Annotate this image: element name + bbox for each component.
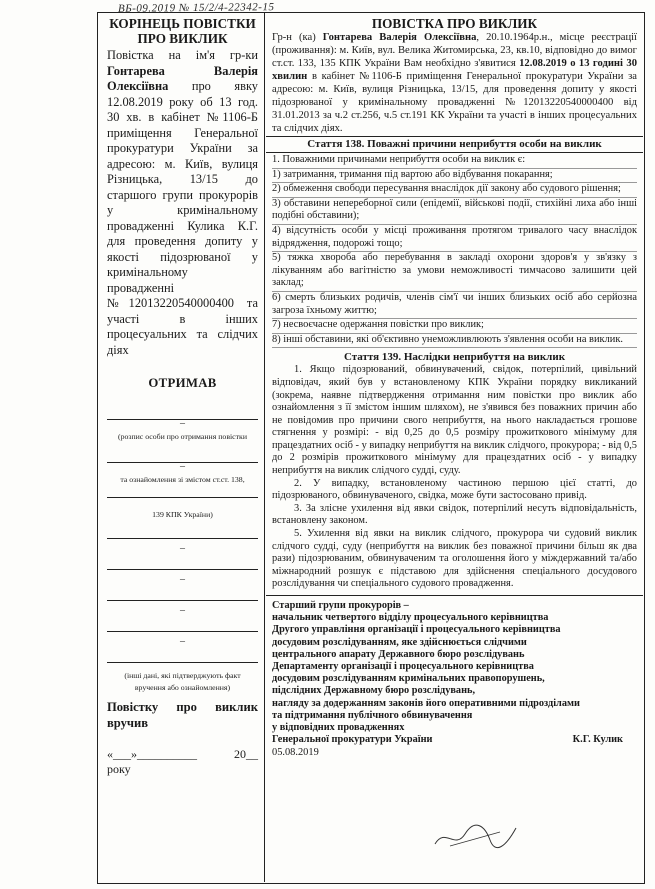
intro-text-b: в кабінет №1106-Б приміщення Генеральної прокуратури України за адресою: м. Київ, вулиця Різницька, 13/15, для проведення допиту у якості підозрюваної у кримінальному провадженні №12013220540000400 від 31.01.2013 за ч.2 ст.256, ч.5 ст.191 КК України та участі в інших процесуальних та слідчих діях. — [272, 71, 637, 134]
handwritten-registration-note: ВБ-09.2019 № 15/2/4-22342-15 — [117, 1, 275, 15]
article-138-item: 1) затримання, тримання під вартою або відбування покарання; — [272, 169, 637, 184]
signer-last-line: Генеральної прокуратури України — [272, 734, 433, 746]
dash-mark: – — [180, 461, 185, 472]
summons-stub — [97, 12, 265, 882]
summons-intro — [272, 31, 637, 135]
article-139-text — [272, 364, 637, 591]
signer-line: у відповідних провадженнях — [272, 722, 405, 734]
signer-line: начальник четвертого відділу процесуального керівництва — [272, 612, 549, 624]
article-138-item: 6) смерть близьких родичів, членів сім'ї чи інших близьких осіб або серйозна загроза їхньому життю; — [272, 292, 637, 319]
signature-line — [107, 584, 258, 601]
article-138-item: 7) несвоєчасне одержання повістки про виклик; — [272, 319, 637, 334]
intro-person-name: Гонтарева Валерія Олексіївна — [322, 32, 477, 43]
document-date: 05.08.2019 — [272, 747, 319, 759]
signer-block — [266, 595, 643, 734]
article-138-item: 2) обмеження свободи пересування внаслідок дії закону або судового рішення; — [272, 183, 637, 198]
signer-line: центрального апарату Державного бюро розслідувань — [272, 648, 525, 660]
intro-appointment-time: 12.08.2019 о 13 годині 30 хвилин — [272, 58, 637, 82]
signer-line: Старший групи прокурорів – — [272, 600, 409, 611]
received-heading: ОТРИМАВ — [148, 376, 217, 390]
date-blank: «___»__________ — [107, 747, 197, 761]
date-year: 20__ — [234, 747, 258, 761]
article-139-paragraph: 1. Якщо підозрюваний, обвинувачений, свідок, потерпілий, цивільний відповідач, який був у встановленому КПК України порядку викликаний (зокрема, наявне підтвердження отримання ним повістки про виклик або ознайомлення з її змістом іншим шляхом), не з'явився без поважних причин або не повідомив про причини свого неприбуття, на нього накладається грошове стягнення у розмірі: - від 0,25 до 0,5 розміру прожиткового мінімуму для працездатних осіб - у випадку неприбуття на виклик слідчого, прокурора; - від 0,5 до 2 розмірів прожиткового мінімуму для працездатних осіб - у випадку неприбуття на виклик слідчого судді, суду. — [272, 364, 637, 477]
article-139-paragraph: 5. Ухилення від явки на виклик слідчого, прокурора чи судовий виклик слідчого судді, суду (неприбуття на виклик без поважної причини більш як два рази) підозрюваним, обвинуваченим та оголошення його у міждержавний та/або міжнародний розшук є підставою для здійснення спеціального досудового розслідування чи спеціального судового провадження. — [272, 528, 637, 590]
dash-mark: – — [180, 543, 185, 554]
signer-line: досудовим розслідуванням кримінальних правопорушень, — [272, 673, 545, 685]
signature-line — [107, 553, 258, 570]
article-138-item: 4) відсутність особи у місці проживання протягом тривалого часу внаслідок відрядження, подорожі тощо; — [272, 225, 637, 252]
caption-signature: (розпис особи про отримання повістки — [117, 432, 248, 441]
intro-lead: Гр-н (ка) — [272, 32, 323, 43]
caption-delivery: вручення або ознайомлення) — [134, 683, 231, 692]
signature-line — [107, 646, 258, 663]
article-138-item: 5) тяжка хвороба або перебування в закладі охорони здоров'я у зв'язку з лікуванням або вагітністю за умови неможливості тимчасово залишити цей заклад; — [272, 252, 637, 292]
signer-last-row — [272, 734, 637, 746]
dash-mark: – — [180, 418, 185, 429]
caption-other-data: (інші дані, які підтверджують факт — [124, 671, 241, 680]
stub-person-name: Гонтарева Валерія Олексіївна — [107, 63, 258, 93]
article-138-item: 1. Поважними причинами неприбуття особи на виклик є: — [272, 154, 637, 169]
signature-line — [107, 491, 258, 498]
article-139-title: Стаття 139. Наслідки неприбуття на виклик — [343, 351, 566, 364]
stub-title: КОРІНЕЦЬ ПОВІСТКИ ПРО ВИКЛИК — [109, 16, 256, 46]
signer-name: К.Г. Кулик — [572, 734, 623, 746]
signer-line: нагляду за додержанням законів його оперативними підрозділами — [272, 697, 580, 709]
year-word: року — [107, 762, 131, 776]
signer-line: підслідних Державному бюро розслідувань, — [272, 685, 476, 697]
signer-line: Департаменту організації і процесуального керівництва — [272, 661, 534, 673]
handwritten-signature — [430, 822, 520, 852]
caption-article: 139 КПК України) — [152, 510, 213, 519]
dash-mark: – — [180, 636, 185, 647]
signature-line — [107, 615, 258, 632]
signer-line: досудовим розслідуванням, яке здійснюється слідчими — [272, 636, 527, 648]
stub-text-body: про явку 12.08.2019 року об 13 год. 30 хв. в кабінет №1106-Б приміщення Генеральної прокуратури України за адресою: м. Київ, вулиця Різницька, 13/15 до старшого групи прокурорів у кримінальному провадженні Кулика К.Г. для проведення допиту у якості підозрюваної у кримінальному провадженні №12013220540000400 та участі в інших процесуальних та слідчих діях — [107, 79, 258, 357]
article-139-paragraph: 2. У випадку, встановленому частиною першою цієї статті, до підозрюваного, обвинуваченого, свідка, може бути застосовано привід. — [272, 477, 637, 502]
stub-text-lead: Повістка на ім'я гр-ки — [107, 48, 258, 62]
signer-line: та підтримання публічного обвинувачення — [272, 709, 473, 721]
article-138-item: 8) інші обставини, які об'єктивно унеможливлюють з'явлення особи на виклик. — [272, 334, 637, 349]
article-138-title: Стаття 138. Поважні причини неприбуття особи на виклик — [266, 136, 643, 153]
intro-text-a: , 20.10.1964р.н., місце реєстрації (проживання): м. Київ, вул. Велика Житомирська, 23, кв.10, відповідно до вимог ст.ст. 133, 135 КПК України Вам необхідно з'явитися — [272, 32, 637, 69]
signature-line — [107, 526, 258, 539]
caption-familiarization: та ознайомлення зі змістом ст.ст. 138, — [120, 475, 245, 484]
date-row — [107, 747, 258, 762]
stub-text — [107, 48, 258, 358]
article-138-list — [272, 154, 637, 348]
summons-title: ПОВІСТКА ПРО ВИКЛИК — [371, 16, 538, 31]
delivered-heading: Повістку про виклик вручив — [107, 700, 258, 730]
summons-main — [266, 12, 643, 882]
dash-mark: – — [180, 605, 185, 616]
signer-line: Другого управління організації і процесуального керівництва — [272, 624, 561, 636]
article-138-item: 3) обставини непереборної сили (епідемії, військові події, стихійні лиха або інші подібні обставини); — [272, 198, 637, 225]
dash-mark: – — [180, 574, 185, 585]
article-139-paragraph: 3. За злісне ухилення від явки свідок, потерпілий несуть відповідальність, встановлену законом. — [272, 502, 637, 527]
